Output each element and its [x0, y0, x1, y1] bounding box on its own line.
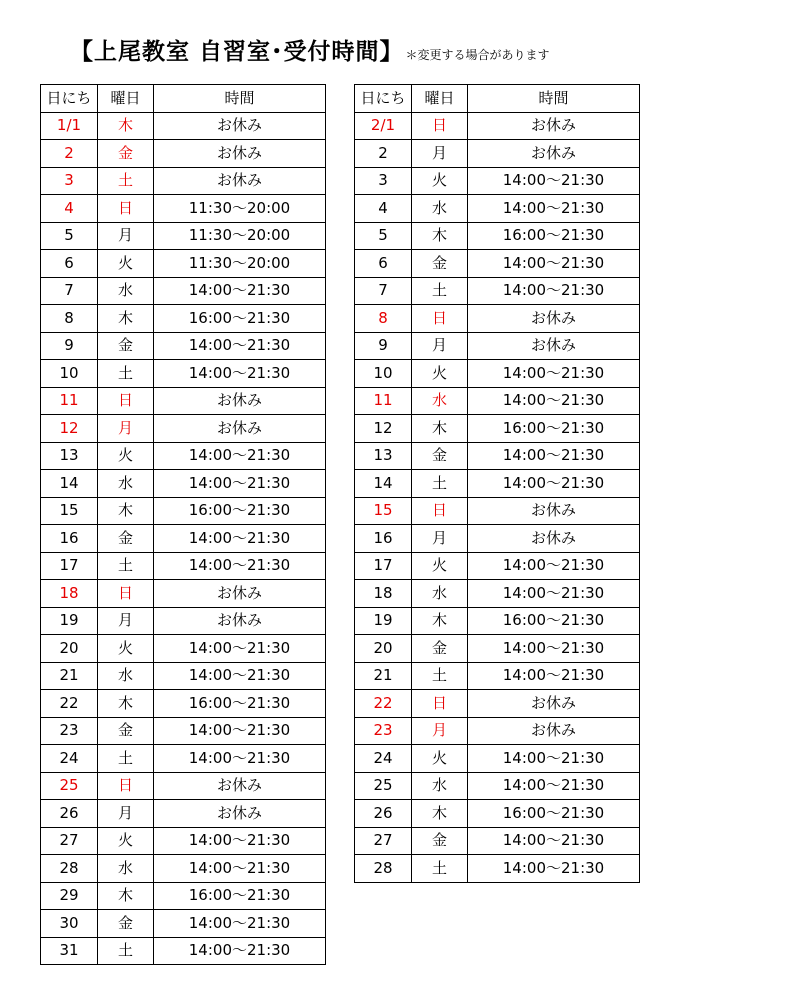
time-cell: 14:00～21:30	[468, 277, 640, 305]
table-row	[355, 387, 640, 415]
weekday-cell: 金	[412, 250, 468, 278]
table-row	[41, 140, 326, 168]
day-cell: 4	[355, 195, 412, 223]
time-cell: 14:00～21:30	[468, 855, 640, 883]
table-row	[41, 195, 326, 223]
time-cell: お休み	[468, 305, 640, 333]
time-cell: 14:00～21:30	[468, 552, 640, 580]
page-title: 【上尾教室 自習室･受付時間】	[70, 39, 404, 65]
weekday-cell: 木	[98, 497, 154, 525]
day-cell: 8	[355, 305, 412, 333]
header-day: 日にち	[41, 85, 98, 113]
day-cell: 3	[355, 167, 412, 195]
day-cell: 22	[355, 690, 412, 718]
time-cell: 14:00～21:30	[154, 717, 326, 745]
time-cell: 14:00～21:30	[154, 855, 326, 883]
day-cell: 11	[355, 387, 412, 415]
table-row	[41, 277, 326, 305]
table-row	[355, 662, 640, 690]
table-row	[41, 827, 326, 855]
table-row	[41, 415, 326, 443]
weekday-cell: 木	[412, 800, 468, 828]
weekday-cell: 火	[412, 745, 468, 773]
time-cell: 14:00～21:30	[468, 360, 640, 388]
day-cell: 4	[41, 195, 98, 223]
day-cell: 14	[41, 470, 98, 498]
weekday-cell: 日	[412, 305, 468, 333]
table-row	[41, 552, 326, 580]
day-cell: 21	[355, 662, 412, 690]
weekday-cell: 火	[98, 250, 154, 278]
weekday-cell: 木	[412, 415, 468, 443]
table-row	[355, 442, 640, 470]
day-cell: 18	[41, 580, 98, 608]
weekday-cell: 月	[412, 140, 468, 168]
day-cell: 5	[355, 222, 412, 250]
january-schedule-table	[40, 84, 326, 965]
time-cell: お休み	[468, 525, 640, 553]
weekday-cell: 金	[98, 717, 154, 745]
weekday-cell: 土	[98, 360, 154, 388]
day-cell: 9	[355, 332, 412, 360]
table-row	[41, 470, 326, 498]
weekday-cell: 金	[412, 827, 468, 855]
time-cell: 16:00～21:30	[468, 222, 640, 250]
table-row	[41, 387, 326, 415]
weekday-cell: 金	[412, 442, 468, 470]
february-schedule-table	[354, 84, 640, 883]
table-row	[355, 635, 640, 663]
table-row	[355, 140, 640, 168]
time-cell: 14:00～21:30	[154, 745, 326, 773]
time-cell: 11:30～20:00	[154, 250, 326, 278]
day-cell: 27	[355, 827, 412, 855]
time-cell: 11:30～20:00	[154, 222, 326, 250]
weekday-cell: 日	[412, 690, 468, 718]
day-cell: 21	[41, 662, 98, 690]
table-row	[355, 525, 640, 553]
table-row	[355, 250, 640, 278]
time-cell: 14:00～21:30	[154, 910, 326, 938]
day-cell: 18	[355, 580, 412, 608]
weekday-cell: 金	[412, 635, 468, 663]
day-cell: 2	[41, 140, 98, 168]
table-row	[355, 772, 640, 800]
weekday-cell: 水	[98, 470, 154, 498]
table-row	[355, 745, 640, 773]
day-cell: 6	[41, 250, 98, 278]
january-rows	[41, 112, 326, 965]
time-cell: お休み	[154, 387, 326, 415]
header-time: 時間	[468, 85, 640, 113]
day-cell: 13	[41, 442, 98, 470]
table-row	[41, 745, 326, 773]
day-cell: 7	[41, 277, 98, 305]
weekday-cell: 月	[412, 717, 468, 745]
time-cell: 14:00～21:30	[154, 662, 326, 690]
table-row	[41, 635, 326, 663]
day-cell: 30	[41, 910, 98, 938]
time-cell: 14:00～21:30	[154, 360, 326, 388]
time-cell: お休み	[154, 800, 326, 828]
table-row	[41, 855, 326, 883]
day-cell: 5	[41, 222, 98, 250]
day-cell: 7	[355, 277, 412, 305]
day-cell: 26	[41, 800, 98, 828]
time-cell: 16:00～21:30	[468, 415, 640, 443]
weekday-cell: 火	[98, 635, 154, 663]
table-row	[41, 250, 326, 278]
table-row	[41, 717, 326, 745]
table-row	[355, 167, 640, 195]
weekday-cell: 木	[98, 690, 154, 718]
day-cell: 25	[41, 772, 98, 800]
time-cell: 14:00～21:30	[468, 167, 640, 195]
weekday-cell: 木	[412, 607, 468, 635]
weekday-cell: 月	[412, 525, 468, 553]
table-row	[355, 717, 640, 745]
time-cell: 14:00～21:30	[468, 195, 640, 223]
time-cell: 16:00～21:30	[468, 607, 640, 635]
time-cell: お休み	[468, 112, 640, 140]
weekday-cell: 火	[412, 360, 468, 388]
table-row	[355, 497, 640, 525]
day-cell: 31	[41, 937, 98, 965]
weekday-cell: 水	[98, 855, 154, 883]
day-cell: 24	[41, 745, 98, 773]
table-row	[41, 497, 326, 525]
table-row	[41, 662, 326, 690]
weekday-cell: 木	[412, 222, 468, 250]
time-cell: お休み	[468, 717, 640, 745]
table-row	[41, 882, 326, 910]
day-cell: 13	[355, 442, 412, 470]
time-cell: 14:00～21:30	[154, 635, 326, 663]
time-cell: 16:00～21:30	[154, 690, 326, 718]
table-row	[355, 607, 640, 635]
day-cell: 2	[355, 140, 412, 168]
time-cell: 14:00～21:30	[468, 580, 640, 608]
time-cell: 16:00～21:30	[154, 882, 326, 910]
weekday-cell: 土	[412, 855, 468, 883]
table-row	[355, 332, 640, 360]
day-cell: 9	[41, 332, 98, 360]
weekday-cell: 日	[98, 387, 154, 415]
day-cell: 22	[41, 690, 98, 718]
day-cell: 6	[355, 250, 412, 278]
time-cell: お休み	[154, 580, 326, 608]
header-time: 時間	[154, 85, 326, 113]
table-row	[355, 855, 640, 883]
time-cell: お休み	[468, 332, 640, 360]
time-cell: 11:30～20:00	[154, 195, 326, 223]
time-cell: 14:00～21:30	[468, 470, 640, 498]
change-note: ＊変更する場合があります	[405, 48, 550, 62]
february-rows	[355, 112, 640, 882]
day-cell: 23	[355, 717, 412, 745]
day-cell: 14	[355, 470, 412, 498]
day-cell: 12	[41, 415, 98, 443]
day-cell: 17	[41, 552, 98, 580]
day-cell: 12	[355, 415, 412, 443]
table-row	[41, 690, 326, 718]
time-cell: 14:00～21:30	[468, 250, 640, 278]
table-row	[41, 332, 326, 360]
header-row	[41, 85, 326, 113]
time-cell: 14:00～21:30	[468, 745, 640, 773]
weekday-cell: 水	[412, 195, 468, 223]
time-cell: お休み	[468, 690, 640, 718]
time-cell: お休み	[154, 607, 326, 635]
time-cell: お休み	[154, 772, 326, 800]
weekday-cell: 日	[98, 772, 154, 800]
time-cell: 14:00～21:30	[154, 937, 326, 965]
time-cell: 14:00～21:30	[154, 442, 326, 470]
table-row	[41, 580, 326, 608]
table-row	[355, 305, 640, 333]
weekday-cell: 水	[412, 580, 468, 608]
weekday-cell: 日	[98, 195, 154, 223]
weekday-cell: 月	[98, 222, 154, 250]
table-row	[41, 222, 326, 250]
table-row	[355, 415, 640, 443]
table-row	[355, 690, 640, 718]
table-row	[41, 112, 326, 140]
day-cell: 20	[41, 635, 98, 663]
day-cell: 15	[41, 497, 98, 525]
table-row	[355, 222, 640, 250]
day-cell: 16	[355, 525, 412, 553]
time-cell: 16:00～21:30	[154, 497, 326, 525]
table-row	[355, 195, 640, 223]
time-cell: 14:00～21:30	[154, 277, 326, 305]
day-cell: 20	[355, 635, 412, 663]
weekday-cell: 水	[98, 662, 154, 690]
weekday-cell: 金	[98, 140, 154, 168]
weekday-cell: 水	[412, 387, 468, 415]
weekday-cell: 火	[98, 442, 154, 470]
time-cell: 14:00～21:30	[468, 827, 640, 855]
day-cell: 17	[355, 552, 412, 580]
table-row	[355, 470, 640, 498]
weekday-cell: 日	[98, 580, 154, 608]
weekday-cell: 月	[98, 415, 154, 443]
weekday-cell: 月	[412, 332, 468, 360]
weekday-cell: 土	[98, 552, 154, 580]
day-cell: 19	[355, 607, 412, 635]
day-cell: 23	[41, 717, 98, 745]
weekday-cell: 木	[98, 112, 154, 140]
day-cell: 15	[355, 497, 412, 525]
weekday-cell: 日	[412, 497, 468, 525]
weekday-cell: 金	[98, 910, 154, 938]
time-cell: 14:00～21:30	[154, 827, 326, 855]
day-cell: 28	[355, 855, 412, 883]
time-cell: 14:00～21:30	[154, 470, 326, 498]
day-cell: 27	[41, 827, 98, 855]
weekday-cell: 土	[98, 167, 154, 195]
day-cell: 28	[41, 855, 98, 883]
table-row	[355, 580, 640, 608]
time-cell: お休み	[154, 167, 326, 195]
day-cell: 19	[41, 607, 98, 635]
time-cell: 14:00～21:30	[154, 552, 326, 580]
table-row	[41, 910, 326, 938]
weekday-cell: 土	[412, 277, 468, 305]
header-day: 日にち	[355, 85, 412, 113]
table-row	[355, 827, 640, 855]
weekday-cell: 土	[98, 937, 154, 965]
day-cell: 16	[41, 525, 98, 553]
weekday-cell: 土	[412, 662, 468, 690]
time-cell: 16:00～21:30	[154, 305, 326, 333]
day-cell: 24	[355, 745, 412, 773]
table-row	[355, 360, 640, 388]
table-row	[41, 525, 326, 553]
time-cell: 14:00～21:30	[468, 772, 640, 800]
time-cell: お休み	[468, 140, 640, 168]
weekday-cell: 月	[98, 607, 154, 635]
time-cell: 16:00～21:30	[468, 800, 640, 828]
time-cell: お休み	[154, 415, 326, 443]
day-cell: 29	[41, 882, 98, 910]
weekday-cell: 木	[98, 882, 154, 910]
weekday-cell: 金	[98, 332, 154, 360]
day-cell: 25	[355, 772, 412, 800]
day-cell: 1/1	[41, 112, 98, 140]
table-row	[41, 442, 326, 470]
table-row	[355, 277, 640, 305]
table-row	[41, 167, 326, 195]
day-cell: 11	[41, 387, 98, 415]
time-cell: 14:00～21:30	[468, 442, 640, 470]
time-cell: お休み	[154, 140, 326, 168]
header-row	[355, 85, 640, 113]
weekday-cell: 水	[98, 277, 154, 305]
day-cell: 26	[355, 800, 412, 828]
table-row	[41, 305, 326, 333]
header-weekday: 曜日	[412, 85, 468, 113]
table-row	[41, 772, 326, 800]
weekday-cell: 金	[98, 525, 154, 553]
day-cell: 10	[355, 360, 412, 388]
table-row	[355, 800, 640, 828]
table-row	[41, 800, 326, 828]
weekday-cell: 木	[98, 305, 154, 333]
table-row	[41, 607, 326, 635]
weekday-cell: 土	[98, 745, 154, 773]
time-cell: 14:00～21:30	[468, 387, 640, 415]
time-cell: 14:00～21:30	[154, 525, 326, 553]
time-cell: お休み	[468, 497, 640, 525]
time-cell: 14:00～21:30	[468, 635, 640, 663]
weekday-cell: 火	[98, 827, 154, 855]
day-cell: 10	[41, 360, 98, 388]
weekday-cell: 火	[412, 552, 468, 580]
table-row	[355, 112, 640, 140]
table-row	[41, 937, 326, 965]
weekday-cell: 火	[412, 167, 468, 195]
weekday-cell: 土	[412, 470, 468, 498]
day-cell: 2/1	[355, 112, 412, 140]
time-cell: 14:00～21:30	[154, 332, 326, 360]
page-header	[70, 33, 550, 66]
time-cell: 14:00～21:30	[468, 662, 640, 690]
table-row	[355, 552, 640, 580]
weekday-cell: 水	[412, 772, 468, 800]
weekday-cell: 日	[412, 112, 468, 140]
weekday-cell: 月	[98, 800, 154, 828]
day-cell: 8	[41, 305, 98, 333]
time-cell: お休み	[154, 112, 326, 140]
table-row	[41, 360, 326, 388]
header-weekday: 曜日	[98, 85, 154, 113]
day-cell: 3	[41, 167, 98, 195]
